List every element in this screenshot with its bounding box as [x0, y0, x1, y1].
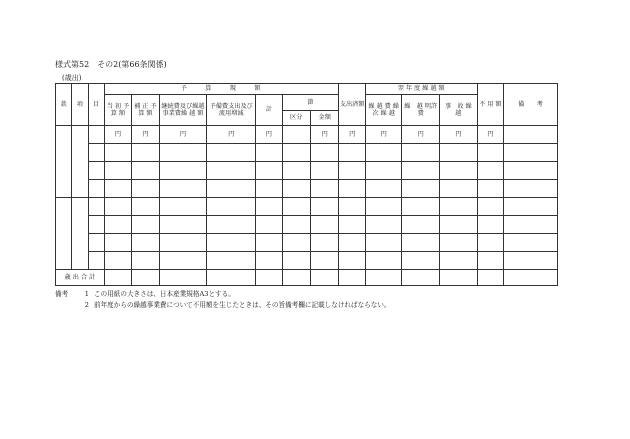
header-jiko: 事 故 繰 越: [440, 95, 478, 126]
header-moku: 目: [88, 84, 104, 126]
cell-bikou: [504, 126, 558, 144]
cell-moku: [88, 126, 104, 144]
form-title: 様式第52 その2(第66条関係): [55, 60, 167, 69]
header-keizokuhi: 継続費及び繰越事業費繰 越 額: [159, 95, 207, 126]
cell-kan-1: [56, 126, 72, 198]
yen-unit: 円: [207, 126, 256, 144]
yen-unit: 円: [132, 126, 159, 144]
header-yokunendo: 翌 年 度 繰 越 額: [365, 84, 477, 95]
yen-unit: 円: [440, 126, 478, 144]
cell-kan-2: [56, 198, 72, 270]
header-kurikoshi-jigyo: 繰 越 費 繰 次 繰 越: [365, 95, 402, 126]
note-text: この用紙の大きさは、日本産業規格A3とする。: [94, 290, 235, 298]
yen-unit: 円: [310, 126, 339, 144]
yen-unit: 円: [365, 126, 402, 144]
note-number: 2: [84, 301, 89, 309]
note-number: 1: [84, 290, 89, 298]
header-kan: 款: [56, 84, 72, 126]
header-yosan-genkaku: 予 算 現 額: [104, 84, 339, 95]
header-bikou: 備 考: [504, 84, 558, 126]
header-kou: 項: [72, 84, 88, 126]
cell-kubun: [282, 126, 310, 144]
note-row: [55, 300, 391, 311]
yen-unit: 円: [477, 126, 503, 144]
yen-unit: 円: [104, 126, 131, 144]
header-fuyou: 不 用 額: [477, 84, 503, 126]
yen-unit: 円: [402, 126, 440, 144]
notes: [55, 289, 391, 311]
note-row: [55, 289, 391, 300]
yen-unit: 円: [339, 126, 365, 144]
header-kingaku: 金額: [310, 111, 339, 126]
note-text: 前年度からの繰越事業費について不用額を生じたときは、その旨備考欄に記載しなければならない。: [94, 301, 391, 309]
yen-unit: 円: [256, 126, 282, 144]
header-meikyo: 繰 越 明許費: [402, 95, 440, 126]
section-label: (歳出): [62, 74, 82, 82]
header-yobihi: 予備費支出及び流用増減: [207, 95, 256, 126]
cell-kou-2: [72, 198, 88, 270]
header-hoseiyosan: 補 正 予 算 額: [132, 95, 159, 126]
expenditure-table: [55, 83, 558, 286]
notes-label: 備考: [55, 290, 69, 298]
total-label: 歳 出 合 計: [56, 270, 105, 286]
cell-kou-1: [72, 126, 88, 198]
header-kei: 計: [256, 95, 282, 126]
header-toushoyosan: 当 初 予 算 額: [104, 95, 131, 126]
header-kubun: 区分: [282, 111, 310, 126]
yen-unit: 円: [159, 126, 207, 144]
header-setsu: 節: [282, 95, 339, 111]
header-shishutsu-zumi: 支出済額: [339, 84, 365, 126]
